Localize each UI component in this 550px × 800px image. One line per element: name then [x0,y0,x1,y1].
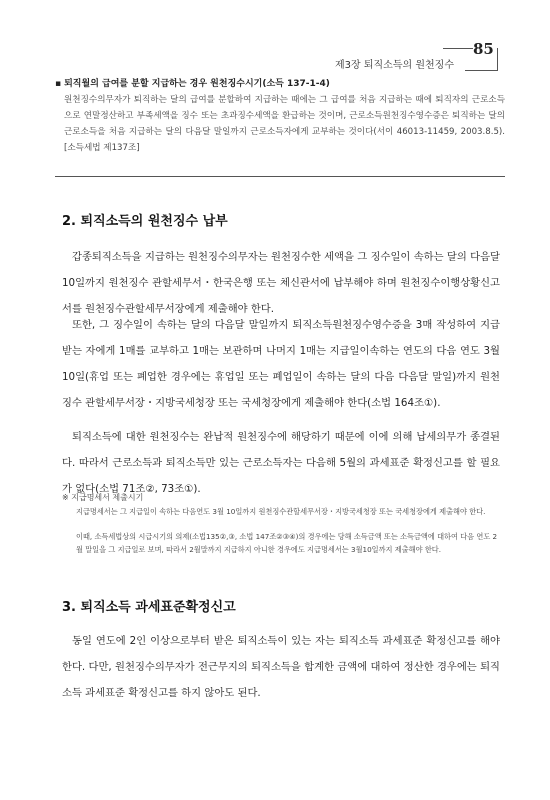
page-number: 85 [473,40,494,58]
bullet-icon: ▪ [55,79,62,89]
note-divider [55,176,505,177]
submission-note-1: 지급명세서는 그 지급일이 속하는 다음연도 3월 10일까지 원천징수관할세무서장・지방국세청장 또는 국세청장에게 제출해야 한다. [76,507,486,516]
section-2-paragraph-3: 퇴직소득에 대한 원천징수는 완납적 원천징수에 해당하기 때문에 이에 의해 납세의무가 종결된다. 따라서 근로소득과 퇴직소득만 있는 근로소득자는 다음해 5월의 과세표준 확정신고를 할 필요가 없다(소법 71조②, 73조①). [62,431,500,495]
section-2-paragraph-1: 갑종퇴직소득을 지급하는 원천징수의무자는 원천징수한 세액을 그 징수일이 속하는 달의 다음달 10일까지 원천징수 관할세무서・한국은행 또는 체신관서에 납부해야 하며 원천징수이행상황신고서를 원천징수관할세무서장에게 제출해야 한다. [62,251,500,315]
submission-note-2: 이때, 소득세법상의 시급시기의 의제(소법135②,③, 소법 147조②③④)의 경우에는 당해 소득금액 또는 소득금액에 대하여 다음 연도 2월 말일을 그 지급일로 보며, 따라서 2월말까지 지급하지 아니한 경우에도 지급명세서는 3월10일까지 제출해야 한다. [76,532,498,554]
section-2-title: 2. 퇴직소득의 원천징수 납부 [62,214,228,229]
section-3-title: 3. 퇴직소득 과세표준확정신고 [62,600,236,615]
note-body: 원천징수의무자가 퇴직하는 달의 급여를 분할하여 지급하는 때에는 그 급여를 처음 지급하는 때에 퇴직자의 근로소득으로 연말정산하고 부족세액을 징수 또는 초과징수세액을 환급하는 것이며, 근로소득원천징수영수증은 퇴직하는 달의 근로소득을 처음 지급하는 달의 다음달 말일까지 근로소득자에게 교부하는 것이다(서이 46013-11459, 2003.8.5). [소득세법 제137조] [64,95,505,153]
section-3-paragraph-1: 동일 연도에 2인 이상으로부터 받은 퇴직소득이 있는 자는 퇴직소득 과세표준 확정신고를 해야 한다. 다만, 원천징수의무자가 전근무지의 퇴직소득을 합계한 금액에 대하여 정산한 경우에는 퇴직소득 과세표준 확정신고를 하지 않아도 된다. [62,635,500,699]
section-2-paragraph-2: 또한, 그 징수일이 속하는 달의 다음달 말일까지 퇴직소득원천징수영수증을 3매 작성하여 지급받는 자에게 1매를 교부하고 1매는 보관하며 나머지 1매는 지급일이속하는 연도의 다음 연도 3월 10일(휴업 또는 폐업한 경우에는 휴업일 또는 폐업일이 속하는 달의 다음 다음달 말일)까지 원천징수 관할세무서장・지방국세청장 또는 국세청장에게 제출해야 한다(소법 164조①). [62,319,500,409]
header-rule-right [497,48,498,70]
header-rule-top [443,48,473,49]
submission-note-heading: ※ 지급명세서 제출시기 [62,493,144,502]
page-header [335,40,505,72]
note-title [55,76,505,89]
note-title-text: 퇴직월의 급여를 분할 지급하는 경우 원천징수시기(소득 137-1-4) [64,79,330,89]
header-rule-bottom [465,70,498,71]
note-box [55,76,505,156]
chapter-title: 제3장 퇴직소득의 원천징수 [335,60,454,71]
